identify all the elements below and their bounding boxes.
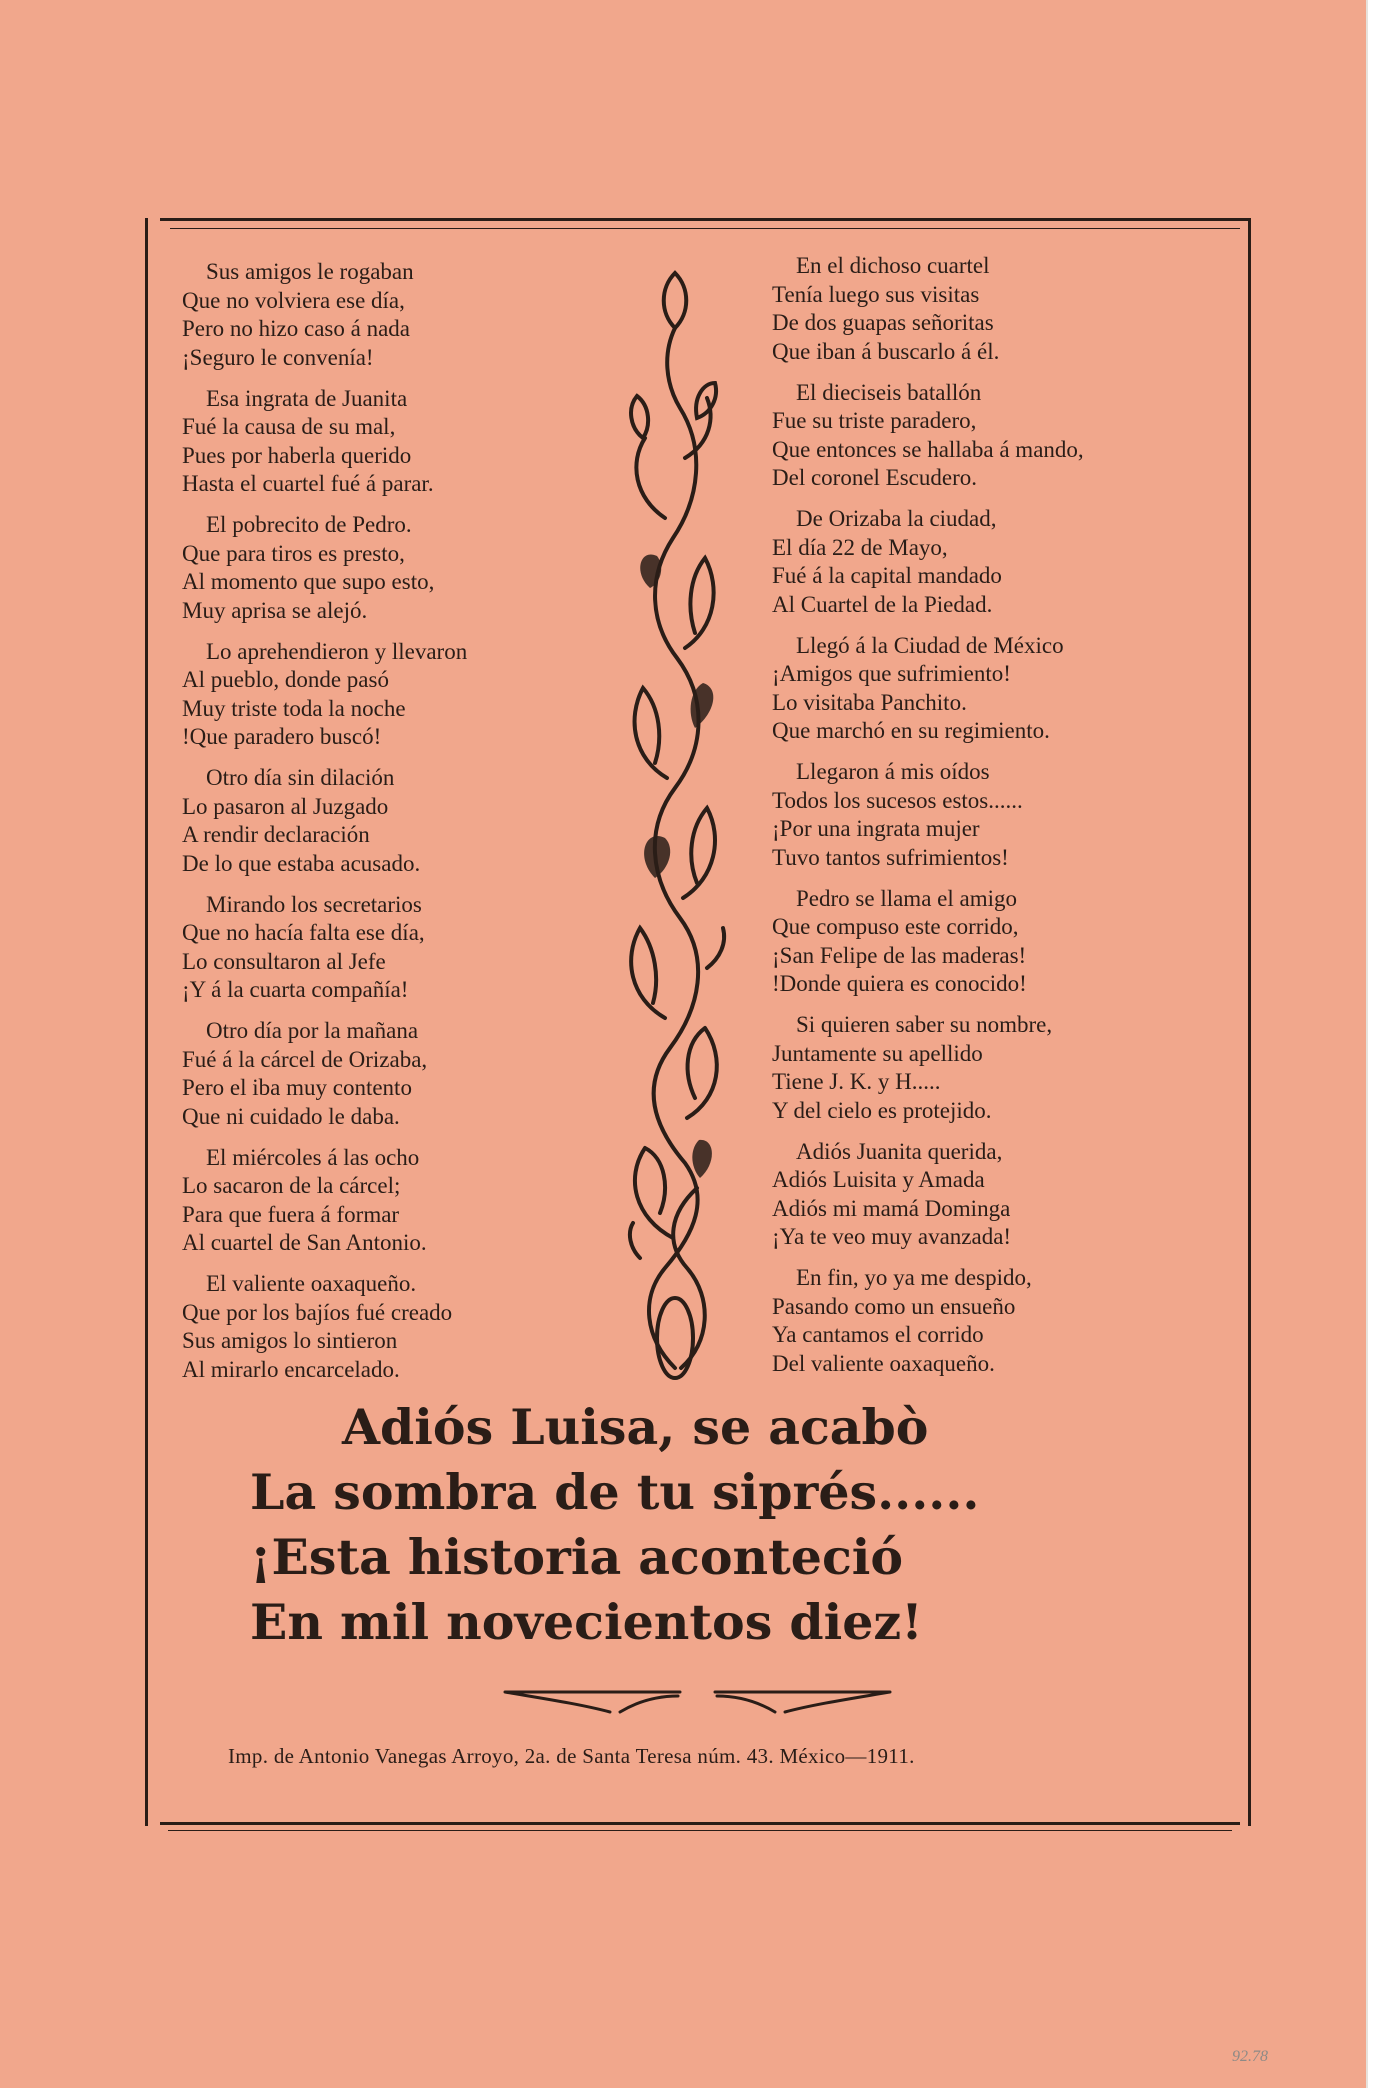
verse-line: A rendir declaración — [182, 822, 370, 847]
verse-line: Al pueblo, donde pasó — [182, 667, 389, 692]
verse-line: Para que fuera á formar — [182, 1201, 400, 1227]
verse-line: Pasando como un ensueño — [772, 1293, 1016, 1319]
verse-line: ¡Y á la cuarta compañía! — [182, 977, 409, 1002]
verse-line: ¡Por una ingrata mujer — [772, 816, 980, 841]
verse-line: Lo consultaron al Jefe — [182, 948, 386, 974]
verse-line: De Orizaba la ciudad, — [796, 506, 997, 531]
verse-line: Fué á la cárcel de Orizaba, — [182, 1046, 428, 1072]
verse-line: ¡San Felipe de las maderas! — [772, 942, 1027, 968]
verse-line: Hasta el cuartel fué á parar. — [182, 471, 434, 496]
verse-line: Esa ingrata de Juanita — [206, 385, 408, 411]
verse-line: Al momento que supo esto, — [182, 569, 435, 594]
stanza — [772, 505, 1212, 619]
verse-line: Que no hacía falta ese día, — [182, 920, 425, 945]
stanza — [772, 632, 1212, 746]
verse-line: Lo pasaron al Juzgado — [182, 793, 389, 819]
verse-line: Muy aprisa se alejó. — [182, 597, 368, 623]
verse-line: !Donde quiera es conocido! — [772, 971, 1027, 996]
verse-line: Fué á la capital mandado — [772, 563, 1002, 588]
headline-line-3: ¡Esta historia aconteció — [250, 1528, 904, 1586]
verse-line: Que iban á buscarlo á él. — [772, 338, 1000, 364]
stanza — [182, 385, 562, 499]
stanza — [772, 379, 1212, 493]
stanza — [182, 1144, 562, 1258]
stanza — [182, 511, 562, 625]
stanza — [182, 891, 562, 1005]
verse-line: Al cuartel de San Antonio. — [182, 1230, 427, 1255]
verse-line: Fue su triste paradero, — [772, 408, 977, 433]
verse-line: Ya cantamos el corrido — [772, 1322, 984, 1347]
stanza — [182, 1017, 562, 1131]
verse-line: Tenía luego sus visitas — [772, 281, 980, 307]
verse-line: Pues por haberla querido — [182, 442, 412, 468]
verse-line: ¡Seguro le convenía! — [182, 344, 374, 370]
verse-line: Lo aprehendieron y llevaron — [206, 638, 468, 664]
verse-line: Adiós mi mamá Dominga — [772, 1195, 1011, 1221]
verse-line: El día 22 de Mayo, — [772, 534, 948, 560]
stanza — [772, 758, 1212, 872]
stanza — [772, 1138, 1212, 1252]
verse-line: El dieciseis batallón — [796, 379, 982, 405]
verse-line: ¡Ya te veo muy avanzada! — [772, 1224, 1012, 1249]
verse-line: De lo que estaba acusado. — [182, 850, 421, 876]
headline-verse — [250, 1395, 1150, 1655]
top-rule-thin — [170, 228, 1240, 229]
verse-line: Pero no hizo caso á nada — [182, 316, 411, 341]
verse-line: Adiós Luisita y Amada — [772, 1167, 985, 1192]
verse-line: El miércoles á las ocho — [206, 1144, 420, 1170]
verse-line: Lo sacaron de la cárcel; — [182, 1173, 401, 1198]
verse-line: Y del cielo es protejido. — [772, 1097, 992, 1123]
verse-line: Pedro se llama el amigo — [796, 885, 1017, 911]
verse-line: El pobrecito de Pedro. — [206, 512, 412, 537]
verse-line: Llegaron á mis oídos — [796, 759, 990, 784]
verse-line: Otro día por la mañana — [206, 1018, 419, 1043]
verse-line: Juntamente su apellido — [772, 1040, 983, 1066]
catalog-number: 92.78 — [1232, 2048, 1268, 2065]
stanza — [772, 885, 1212, 999]
bottom-rule-thin — [168, 1830, 1232, 1831]
verse-line: Pero el iba muy contento — [182, 1075, 412, 1100]
verse-line: Muy triste toda la noche — [182, 695, 406, 721]
stanza — [772, 1264, 1212, 1378]
verse-line: Al mirarlo encarcelado. — [182, 1356, 400, 1382]
verse-line: Sus amigos le rogaban — [206, 259, 414, 284]
verse-line: Que ni cuidado le daba. — [182, 1103, 400, 1129]
verse-line: ¡Amigos que sufrimiento! — [772, 661, 1011, 686]
verse-line: Del valiente oaxaqueño. — [772, 1350, 995, 1376]
verse-line: Si quieren saber su nombre, — [796, 1012, 1053, 1037]
floral-vine-ornament — [615, 258, 735, 1388]
stanza — [182, 1270, 562, 1384]
verse-line: Adiós Juanita querida, — [796, 1138, 1003, 1164]
stanza — [772, 1011, 1212, 1125]
verse-line: Que por los bajíos fué creado — [182, 1299, 453, 1325]
verse-line: De dos guapas señoritas — [772, 310, 994, 335]
stanza — [182, 258, 562, 372]
verse-line: Que no volviera ese día, — [182, 287, 405, 313]
top-rule — [160, 218, 1250, 221]
printer-imprint: Imp. de Antonio Vanegas Arroyo, 2a. de Santa Teresa núm. 43. México—1911. — [228, 1744, 915, 1768]
headline-line-2: La sombra de tu siprés...... — [250, 1463, 980, 1521]
right-poem-column — [772, 252, 1212, 1391]
verse-line: El valiente oaxaqueño. — [206, 1271, 417, 1296]
verse-line: Mirando los secretarios — [206, 891, 422, 917]
verse-line: Fué la causa de su mal, — [182, 414, 396, 439]
verse-line: Del coronel Escudero. — [772, 465, 978, 490]
stanza — [182, 638, 562, 752]
verse-line: Lo visitaba Panchito. — [772, 689, 967, 715]
verse-line: Al Cuartel de la Piedad. — [772, 591, 993, 617]
left-poem-column — [182, 258, 562, 1397]
verse-line: En el dichoso cuartel — [796, 253, 990, 278]
verse-line: !Que paradero buscó! — [182, 724, 382, 749]
stanza — [182, 764, 562, 878]
verse-line: Llegó á la Ciudad de México — [796, 632, 1064, 658]
verse-line: Que compuso este corrido, — [772, 914, 1019, 939]
verse-line: Sus amigos lo sintieron — [182, 1328, 398, 1353]
verse-line: Tuvo tantos sufrimientos! — [772, 844, 1009, 870]
scroll-ornament — [500, 1686, 895, 1718]
verse-line: Tiene J. K. y H..... — [772, 1069, 941, 1094]
bottom-rule — [160, 1822, 1240, 1825]
stanza — [772, 252, 1212, 366]
headline-line-4: En mil novecientos diez! — [250, 1593, 923, 1651]
verse-line: Otro día sin dilación — [206, 765, 395, 790]
verse-line: Que marchó en su regimiento. — [772, 718, 1050, 743]
verse-line: En fin, yo ya me despido, — [796, 1265, 1032, 1290]
headline-line-1: Adiós Luisa, se acabò — [342, 1398, 929, 1456]
verse-line: Que para tiros es presto, — [182, 540, 405, 566]
verse-line: Todos los sucesos estos...... — [772, 787, 1023, 813]
verse-line: Que entonces se hallaba á mando, — [772, 436, 1084, 462]
